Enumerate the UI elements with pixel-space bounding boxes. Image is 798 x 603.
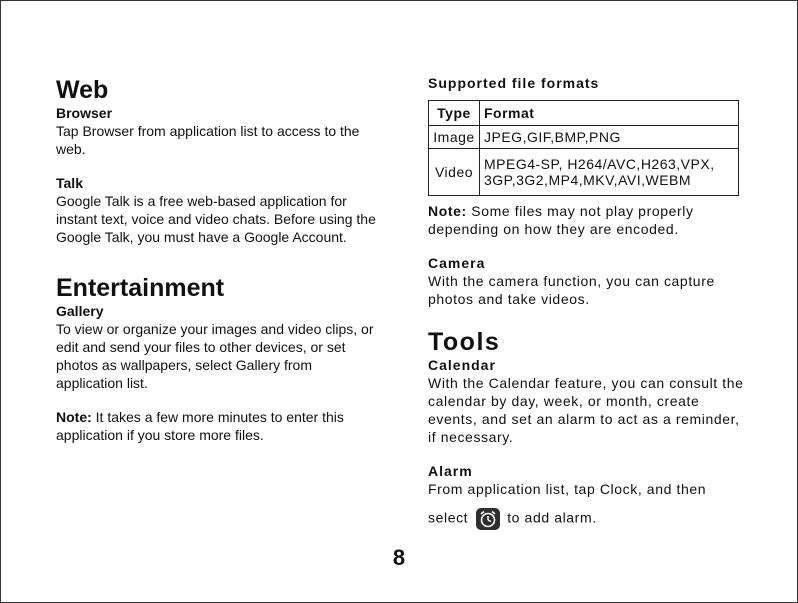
right-column (428, 74, 748, 530)
gallery-note-label: Note: (56, 409, 92, 425)
camera-title: Camera (428, 255, 486, 271)
gallery-note (56, 408, 376, 444)
alarm-select-text: select (428, 509, 469, 526)
format-header: Format (480, 101, 739, 126)
gallery-note-text: It takes a few more minutes to enter this application if you store more files. (56, 409, 344, 443)
camera-text: With the camera function, you can capture photos and take videos. (428, 273, 715, 307)
calendar-title: Calendar (428, 357, 496, 373)
table-row (429, 126, 739, 149)
left-column (56, 76, 376, 444)
web-heading: Web (56, 76, 109, 104)
alarm-text: From application list, tap Clock, and then (428, 481, 707, 497)
video-format-cell: MPEG4-SP, H264/AVC,H263,VPX, 3GP,3G2,MP4,MKV,AVI,WEBM (480, 149, 739, 196)
page-number: 8 (392, 545, 406, 570)
talk-text: Google Talk is a free web-based application for instant text, voice and video chats. Before using the Google Talk, you must have a Google Account. (56, 193, 376, 245)
table-row (429, 149, 739, 196)
formats-header-row (429, 101, 739, 126)
gallery-title: Gallery (56, 303, 104, 319)
formats-note-text: Some files may not play properly depending on how they are encoded. (428, 203, 694, 237)
formats-note (428, 202, 748, 238)
video-type-cell: Video (429, 149, 480, 196)
image-type-cell: Image (429, 126, 480, 149)
gallery-text: To view or organize your images and video clips, or edit and send your files to other devices, or set photos as wallpapers, select Gallery from application list. (56, 321, 374, 391)
alarm-clock-icon (476, 508, 500, 530)
browser-title: Browser (56, 105, 113, 121)
type-header: Type (429, 101, 480, 126)
calendar-text: With the Calendar feature, you can consult the calendar by day, week, or month, create events, and set an alarm to act as a reminder, if necessary. (428, 375, 744, 445)
entertainment-heading: Entertainment (56, 274, 225, 302)
alarm-title: Alarm (428, 463, 473, 479)
formats-title: Supported file formats (428, 75, 600, 91)
formats-note-label: Note: (428, 203, 467, 219)
browser-text: Tap Browser from application list to access to the web. (56, 123, 360, 157)
talk-title: Talk (56, 175, 83, 191)
formats-table (428, 100, 739, 196)
alarm-instruction (428, 508, 748, 530)
tools-heading: Tools (428, 328, 501, 356)
image-format-cell: JPEG,GIF,BMP,PNG (480, 126, 739, 149)
alarm-suffix-text: to add alarm. (507, 509, 597, 526)
